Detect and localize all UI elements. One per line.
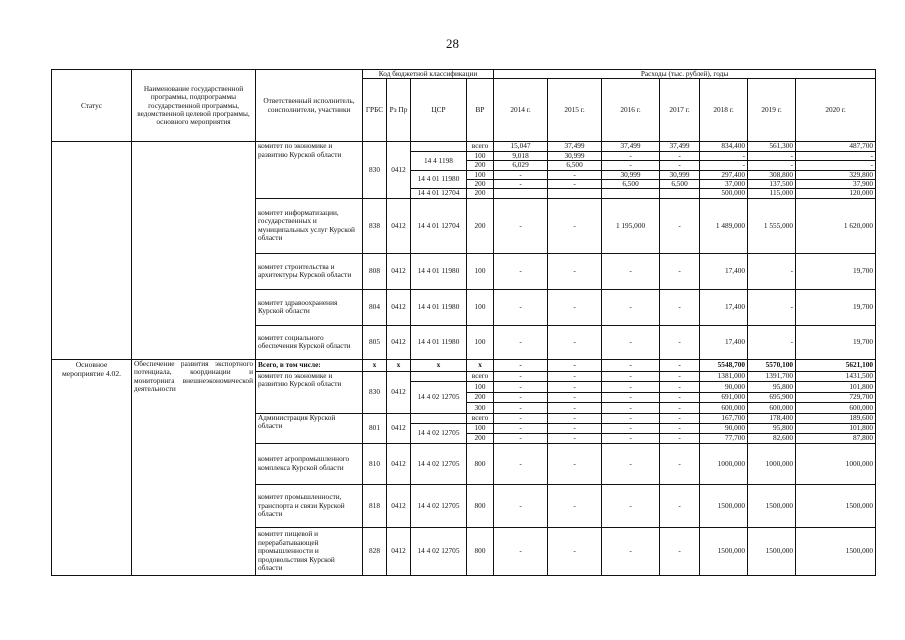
csr-cell: 14 4 02 12705 [411, 382, 467, 414]
grbs-cell: 808 [363, 253, 387, 289]
year-value-cell: 37,499 [660, 142, 700, 151]
year-value-cell: - [494, 403, 548, 414]
year-value-cell: 77,700 [700, 433, 748, 443]
year-value-cell: 167,700 [700, 413, 748, 423]
header-name: Наименование государственной программы, подпрограммы государственной программы, ведомственной целевой программы, основного мероприятия [132, 70, 256, 142]
year-value-cell: - [748, 289, 796, 325]
csr-cell: 14 4 02 12705 [411, 527, 467, 575]
year-value-cell: - [602, 392, 660, 403]
year-value-cell: 17,400 [700, 325, 748, 359]
vr-cell: 200 [467, 161, 494, 170]
year-value-cell: 95,800 [748, 382, 796, 393]
responsible-cell: комитет промышленности, транспорта и связи Курской области [256, 484, 363, 527]
responsible-cell: комитет по экономике и развитию Курской области [256, 142, 363, 198]
year-value-cell: - [548, 423, 602, 433]
vr-cell: 200 [467, 392, 494, 403]
year-value-cell: 189,600 [796, 413, 876, 423]
year-value-cell: - [548, 413, 602, 423]
grbs-cell: 818 [363, 484, 387, 527]
header-rzpr: Рз Пр [387, 79, 411, 142]
vr-cell: 200 [467, 433, 494, 443]
table-row [52, 359, 876, 371]
year-value-cell: - [494, 170, 548, 179]
rzpr-cell: 0412 [387, 371, 411, 413]
year-value-cell: - [700, 151, 748, 160]
year-value-cell: - [748, 253, 796, 289]
vr-cell: 100 [467, 253, 494, 289]
year-value-cell: 17,400 [700, 289, 748, 325]
year-value-cell: 1500,000 [796, 527, 876, 575]
page-number: 28 [446, 36, 459, 51]
year-value-cell [494, 189, 548, 198]
year-value-cell: - [602, 289, 660, 325]
year-value-cell: - [748, 325, 796, 359]
rzpr-cell: х [387, 359, 411, 371]
year-value-cell: - [660, 371, 700, 382]
year-value-cell: 19,700 [796, 253, 876, 289]
csr-cell: х [411, 359, 467, 371]
year-value-cell: - [494, 359, 548, 371]
year-value-cell: - [602, 359, 660, 371]
year-value-cell: - [548, 403, 602, 414]
header-expenses: Расходы (тыс. рублей), годы [494, 70, 876, 79]
year-value-cell: 178,400 [748, 413, 796, 423]
year-value-cell: 729,700 [796, 392, 876, 403]
vr-cell: 100 [467, 325, 494, 359]
header-status: Статус [52, 70, 132, 142]
year-value-cell: - [494, 325, 548, 359]
year-value-cell: 82,600 [748, 433, 796, 443]
budget-table [51, 69, 876, 576]
year-value-cell: 17,400 [700, 253, 748, 289]
year-value-cell: 115,000 [748, 189, 796, 198]
year-value-cell: - [548, 433, 602, 443]
grbs-cell: 838 [363, 198, 387, 253]
year-value-cell: 6,500 [602, 180, 660, 189]
year-value-cell: 1500,000 [700, 527, 748, 575]
main-event-status: Основное мероприятие 4.02. [52, 359, 132, 575]
year-value-cell: - [660, 151, 700, 160]
year-value-cell: 120,000 [796, 189, 876, 198]
year-value-cell: - [796, 161, 876, 170]
year-value-cell: 297,400 [700, 170, 748, 179]
year-value-cell: 1000,000 [796, 443, 876, 484]
year-value-cell: 1381,000 [700, 371, 748, 382]
year-value-cell: - [548, 484, 602, 527]
year-value-cell: 37,499 [548, 142, 602, 151]
year-value-cell: - [494, 484, 548, 527]
csr-cell: 14 4 02 12705 [411, 484, 467, 527]
rzpr-cell: 0412 [387, 527, 411, 575]
year-value-cell: 695,900 [748, 392, 796, 403]
header-grbs: ГРБС [363, 79, 387, 142]
vr-cell: 200 [467, 198, 494, 253]
grbs-cell: 804 [363, 289, 387, 325]
grbs-cell: 830 [363, 142, 387, 198]
vr-cell: всего [467, 371, 494, 382]
year-value-cell: - [602, 325, 660, 359]
csr-cell [411, 371, 467, 382]
year-value-cell: - [660, 359, 700, 371]
csr-cell: 14 4 01 11980 [411, 170, 467, 189]
vr-cell: 100 [467, 289, 494, 325]
year-value-cell: 30,999 [548, 151, 602, 160]
year-value-cell: 87,800 [796, 433, 876, 443]
year-value-cell: - [602, 423, 660, 433]
rzpr-cell: 0412 [387, 443, 411, 484]
year-value-cell: - [602, 484, 660, 527]
year-value-cell: - [602, 443, 660, 484]
csr-cell [411, 413, 467, 423]
csr-cell: 14 4 02 12705 [411, 423, 467, 443]
year-value-cell: - [602, 382, 660, 393]
year-value-cell: - [660, 413, 700, 423]
table-row [52, 142, 876, 151]
year-value-cell: 1500,000 [748, 484, 796, 527]
year-value-cell: 500,000 [700, 189, 748, 198]
header-row [52, 70, 876, 79]
year-value-cell: - [660, 198, 700, 253]
year-value-cell: - [660, 527, 700, 575]
year-value-cell: - [548, 527, 602, 575]
year-value-cell: 30,999 [660, 170, 700, 179]
year-value-cell: 101,800 [796, 423, 876, 433]
year-value-cell: - [548, 253, 602, 289]
year-value-cell: - [494, 392, 548, 403]
grbs-cell: 810 [363, 443, 387, 484]
year-value-cell: - [660, 392, 700, 403]
year-value-cell: 95,800 [748, 423, 796, 433]
year-value-cell: 15,047 [494, 142, 548, 151]
year-value-cell: 6,500 [660, 180, 700, 189]
year-value-cell: - [660, 325, 700, 359]
rzpr-cell: 0412 [387, 253, 411, 289]
year-value-cell: - [548, 170, 602, 179]
header-year: 2020 г. [796, 79, 876, 142]
year-value-cell: 6,500 [548, 161, 602, 170]
year-value-cell: - [494, 289, 548, 325]
year-value-cell: - [548, 371, 602, 382]
year-value-cell: 19,700 [796, 289, 876, 325]
header-year: 2016 г. [602, 79, 660, 142]
year-value-cell: - [660, 423, 700, 433]
responsible-cell: комитет здравоохранения Курской области [256, 289, 363, 325]
header-budget-code: Код бюджетной классификации [363, 70, 494, 79]
responsible-cell: Администрация Курской области [256, 413, 363, 443]
vr-cell: 100 [467, 170, 494, 179]
year-value-cell: 561,300 [748, 142, 796, 151]
csr-cell: 14 4 01 12704 [411, 198, 467, 253]
header-year: 2015 г. [548, 79, 602, 142]
year-value-cell: - [548, 392, 602, 403]
csr-cell: 14 4 02 12705 [411, 443, 467, 484]
year-value-cell: - [796, 151, 876, 160]
grbs-cell: 830 [363, 371, 387, 413]
csr-cell: 14 4 01 11980 [411, 253, 467, 289]
year-value-cell: 9,018 [494, 151, 548, 160]
responsible-cell: комитет строительства и архитектуры Курской области [256, 253, 363, 289]
year-value-cell: - [602, 433, 660, 443]
year-value-cell: 1 195,000 [602, 198, 660, 253]
year-value-cell: - [660, 403, 700, 414]
year-value-cell: - [494, 423, 548, 433]
rzpr-cell: 0412 [387, 289, 411, 325]
status-cell [52, 142, 132, 359]
year-value-cell: 487,700 [796, 142, 876, 151]
vr-cell: х [467, 359, 494, 371]
year-value-cell: 5621,100 [796, 359, 876, 371]
grbs-cell: 801 [363, 413, 387, 443]
year-value-cell: - [602, 403, 660, 414]
year-value-cell [660, 189, 700, 198]
year-value-cell: 600,000 [796, 403, 876, 414]
year-value-cell: - [548, 443, 602, 484]
year-value-cell: - [748, 161, 796, 170]
grbs-cell: 828 [363, 527, 387, 575]
year-value-cell: 5548,700 [700, 359, 748, 371]
rzpr-cell: 0412 [387, 413, 411, 443]
year-value-cell: - [602, 151, 660, 160]
header-year: 2018 г. [700, 79, 748, 142]
year-value-cell: - [660, 484, 700, 527]
header-year: 2014 г. [494, 79, 548, 142]
rzpr-cell: 0412 [387, 325, 411, 359]
year-value-cell: - [548, 382, 602, 393]
rzpr-cell: 0412 [387, 198, 411, 253]
csr-cell: 14 4 01 11980 [411, 289, 467, 325]
year-value-cell: 600,000 [748, 403, 796, 414]
year-value-cell: - [548, 180, 602, 189]
year-value-cell: - [602, 413, 660, 423]
year-value-cell: - [494, 433, 548, 443]
year-value-cell: - [548, 325, 602, 359]
year-value-cell: 37,499 [602, 142, 660, 151]
year-value-cell: 19,700 [796, 325, 876, 359]
header-year: 2019 г. [748, 79, 796, 142]
vr-cell: 100 [467, 151, 494, 160]
year-value-cell: - [748, 151, 796, 160]
year-value-cell: - [602, 371, 660, 382]
year-value-cell: - [494, 382, 548, 393]
year-value-cell [602, 189, 660, 198]
year-value-cell: - [602, 161, 660, 170]
year-value-cell: 1000,000 [700, 443, 748, 484]
vr-cell: 800 [467, 484, 494, 527]
year-value-cell: 6,029 [494, 161, 548, 170]
year-value-cell: 600,000 [700, 403, 748, 414]
year-value-cell: 1500,000 [796, 484, 876, 527]
year-value-cell: 1 620,000 [796, 198, 876, 253]
year-value-cell: - [494, 413, 548, 423]
year-value-cell: - [660, 443, 700, 484]
grbs-cell: х [363, 359, 387, 371]
vr-cell: всего [467, 142, 494, 151]
year-value-cell: 308,800 [748, 170, 796, 179]
year-value-cell: - [494, 198, 548, 253]
csr-cell: 14 4 01 11980 [411, 325, 467, 359]
year-value-cell: 90,000 [700, 382, 748, 393]
year-value-cell: 1000,000 [748, 443, 796, 484]
vr-cell: 100 [467, 382, 494, 393]
year-value-cell: - [602, 253, 660, 289]
year-value-cell: - [602, 527, 660, 575]
responsible-cell: комитет по экономике и развитию Курской области [256, 371, 363, 413]
year-value-cell: 30,999 [602, 170, 660, 179]
responsible-cell: комитет социального обеспечения Курской области [256, 325, 363, 359]
year-value-cell: - [494, 253, 548, 289]
vr-cell: 800 [467, 443, 494, 484]
name-cell [132, 142, 256, 359]
year-value-cell: 90,000 [700, 423, 748, 433]
year-value-cell: - [494, 180, 548, 189]
year-value-cell: - [660, 382, 700, 393]
year-value-cell: 37,000 [700, 180, 748, 189]
year-value-cell: 1431,500 [796, 371, 876, 382]
year-value-cell: 1 489,000 [700, 198, 748, 253]
vr-cell: всего [467, 413, 494, 423]
year-value-cell: 5570,100 [748, 359, 796, 371]
year-value-cell: 1 555,000 [748, 198, 796, 253]
year-value-cell: - [494, 371, 548, 382]
year-value-cell: - [494, 443, 548, 484]
year-value-cell: - [660, 253, 700, 289]
vr-cell: 200 [467, 189, 494, 198]
csr-cell: 14 4 1198 [411, 151, 467, 170]
year-value-cell: 691,000 [700, 392, 748, 403]
year-value-cell [548, 189, 602, 198]
vr-cell: 800 [467, 527, 494, 575]
responsible-cell: комитет агропромышленного комплекса Курской области [256, 443, 363, 484]
main-event-name: Обеспечение развития экспортного потенциала, координации и мониторинга внешнеэкономической деятельности [132, 359, 256, 575]
year-value-cell: - [660, 161, 700, 170]
header-year: 2017 г. [660, 79, 700, 142]
year-value-cell: 137,500 [748, 180, 796, 189]
csr-cell: 14 4 01 12704 [411, 189, 467, 198]
header-responsible: Ответственный исполнитель, соисполнители, участники [256, 70, 363, 142]
year-value-cell: 1500,000 [700, 484, 748, 527]
vr-cell: 100 [467, 423, 494, 433]
rzpr-cell: 0412 [387, 484, 411, 527]
year-value-cell: - [548, 198, 602, 253]
grbs-cell: 805 [363, 325, 387, 359]
responsible-cell: комитет информатизации, государственных и муниципальных услуг Курской области [256, 198, 363, 253]
vr-cell: 200 [467, 180, 494, 189]
year-value-cell: - [660, 289, 700, 325]
year-value-cell: 1391,700 [748, 371, 796, 382]
header-csr: ЦСР [411, 79, 467, 142]
csr-cell [411, 142, 467, 151]
vr-cell: 300 [467, 403, 494, 414]
responsible-cell: комитет пищевой и перерабатывающей промышленности и продовольствия Курской области [256, 527, 363, 575]
total-label: Всего, в том числе: [256, 359, 363, 371]
year-value-cell: - [660, 433, 700, 443]
year-value-cell: - [548, 359, 602, 371]
year-value-cell: 834,400 [700, 142, 748, 151]
year-value-cell: 329,800 [796, 170, 876, 179]
rzpr-cell: 0412 [387, 142, 411, 198]
year-value-cell: - [548, 289, 602, 325]
year-value-cell: 1500,000 [748, 527, 796, 575]
year-value-cell: 37,900 [796, 180, 876, 189]
header-vr: ВР [467, 79, 494, 142]
year-value-cell: 101,800 [796, 382, 876, 393]
year-value-cell: - [700, 161, 748, 170]
year-value-cell: - [494, 527, 548, 575]
